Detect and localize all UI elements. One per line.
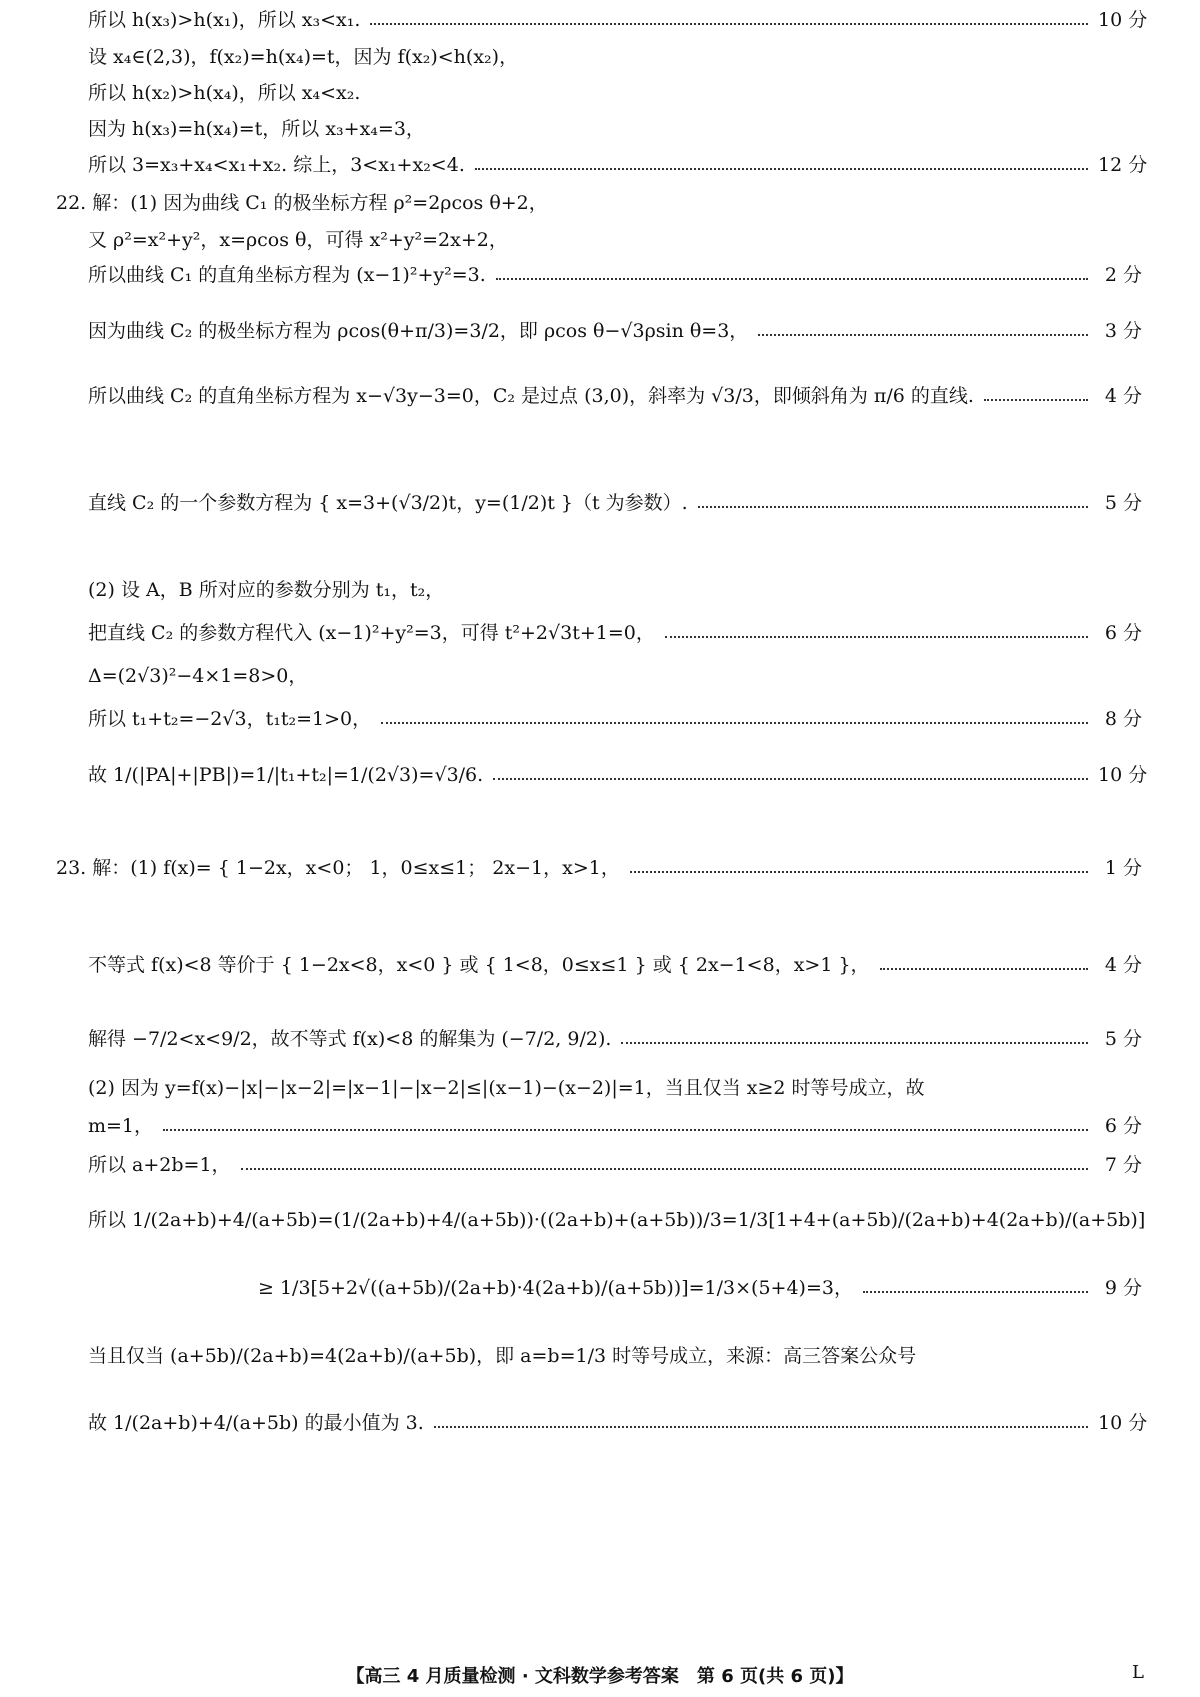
- dot-leader: [863, 1291, 1088, 1293]
- score-label: 8 分: [1104, 708, 1142, 730]
- solution-line: [88, 227, 1142, 253]
- score-label: 4 分: [1104, 385, 1142, 407]
- line-text: 故 1/(|PA|+|PB|)=1/|t₁+t₂|=1/(2√3)=√3/6.: [88, 764, 484, 786]
- dot-leader: [621, 1042, 1088, 1044]
- score-label: 9 分: [1104, 1277, 1142, 1299]
- score-label: 10 分: [1098, 764, 1148, 786]
- line-text: 所以 t₁+t₂=−2√3，t₁t₂=1>0，: [88, 708, 372, 730]
- dot-leader: [665, 636, 1088, 638]
- question-23-heading: [56, 855, 1142, 881]
- solution-line: [88, 80, 1142, 106]
- solution-line: [88, 577, 1142, 603]
- solution-line: [88, 262, 1142, 288]
- score-label: 7 分: [1104, 1154, 1142, 1176]
- solution-line: [88, 1026, 1142, 1052]
- line-text: 把直线 C₂ 的参数方程代入 (x−1)²+y²=3，可得 t²+2√3t+1=0，: [88, 622, 655, 644]
- dot-leader: [698, 506, 1088, 508]
- solution-line: [88, 762, 1148, 788]
- solution-line: [88, 1343, 1142, 1369]
- line-text: 所以 a+2b=1，: [88, 1154, 231, 1176]
- score-label: 6 分: [1104, 622, 1142, 644]
- line-text: (2) 因为 y=f(x)−|x|−|x−2|=|x−1|−|x−2|≤|(x−1)−(x−2)|=1，当且仅当 x≥2 时等号成立，故: [88, 1077, 925, 1099]
- dot-leader: [381, 722, 1088, 724]
- solution-line: [88, 706, 1142, 732]
- dot-leader: [163, 1129, 1088, 1131]
- line-text: 22. 解：(1) 因为曲线 C₁ 的极坐标方程 ρ²=2ρcos θ+2，: [56, 192, 548, 214]
- line-text: (2) 设 A，B 所对应的参数分别为 t₁，t₂，: [88, 579, 445, 601]
- dot-leader: [984, 399, 1088, 401]
- solution-line: [88, 952, 1142, 978]
- solution-line: [88, 318, 1142, 344]
- page-footer: 【高三 4 月质量检测 · 文科数学参考答案 第 6 页(共 6 页)】: [346, 1666, 854, 1687]
- line-text: 故 1/(2a+b)+4/(a+5b) 的最小值为 3.: [88, 1412, 424, 1434]
- score-label: 5 分: [1104, 1028, 1142, 1050]
- solution-line: [88, 1075, 1142, 1101]
- line-text: 不等式 f(x)<8 等价于 { 1−2x<8，x<0 } 或 { 1<8，0≤x≤1 } 或 { 2x−1<8，x>1 }，: [88, 954, 870, 976]
- dot-leader: [434, 1426, 1088, 1428]
- line-text: 因为曲线 C₂ 的极坐标方程为 ρcos(θ+π/3)=3/2，即 ρcos θ−√3ρsin θ=3，: [88, 320, 749, 342]
- solution-line: [88, 7, 1148, 33]
- line-text: 当且仅当 (a+5b)/(2a+b)=4(2a+b)/(a+5b)，即 a=b=1/3 时等号成立，来源：高三答案公众号: [88, 1345, 917, 1367]
- score-label: 10 分: [1098, 9, 1148, 31]
- solution-line: [88, 1152, 1142, 1178]
- score-label: 12 分: [1098, 154, 1148, 176]
- dot-leader: [496, 278, 1088, 280]
- question-22-heading: [56, 190, 1142, 216]
- line-text: 所以 3=x₃+x₄<x₁+x₂. 综上，3<x₁+x₂<4.: [88, 154, 465, 176]
- line-text: 又 ρ²=x²+y²，x=ρcos θ，可得 x²+y²=2x+2，: [88, 229, 508, 251]
- solution-line: [88, 44, 1142, 70]
- dot-leader: [241, 1168, 1088, 1170]
- solution-line: [258, 1275, 1142, 1301]
- score-label: 2 分: [1104, 264, 1142, 286]
- solution-line: [88, 1410, 1148, 1436]
- score-label: 1 分: [1104, 857, 1142, 879]
- dot-leader: [880, 968, 1088, 970]
- line-text: 因为 h(x₃)=h(x₄)=t，所以 x₃+x₄=3，: [88, 118, 425, 140]
- line-text: 所以曲线 C₁ 的直角坐标方程为 (x−1)²+y²=3.: [88, 264, 486, 286]
- corner-mark: L: [1132, 1662, 1144, 1683]
- score-label: 3 分: [1104, 320, 1142, 342]
- line-text: 所以 h(x₃)>h(x₁)，所以 x₃<x₁.: [88, 9, 361, 31]
- solution-line: [88, 1113, 1142, 1139]
- solution-line: [88, 116, 1142, 142]
- dot-leader: [630, 871, 1088, 873]
- line-text: ≥ 1/3[5+2√((a+5b)/(2a+b)·4(2a+b)/(a+5b))]=1/3×(5+4)=3，: [258, 1277, 853, 1299]
- solution-line: [88, 383, 1142, 409]
- dot-leader: [758, 334, 1088, 336]
- line-text: 所以 h(x₂)>h(x₄)，所以 x₄<x₂.: [88, 82, 361, 104]
- solution-line: [88, 152, 1148, 178]
- solution-line: [88, 490, 1142, 516]
- dot-leader: [370, 23, 1088, 25]
- solution-line: [88, 620, 1142, 646]
- line-text: 所以曲线 C₂ 的直角坐标方程为 x−√3y−3=0，C₂ 是过点 (3,0)，斜率为 √3/3，即倾斜角为 π/6 的直线.: [88, 385, 974, 407]
- dot-leader: [475, 168, 1088, 170]
- solution-line: [88, 663, 1142, 689]
- line-text: 直线 C₂ 的一个参数方程为 { x=3+(√3/2)t，y=(1/2)t }（t 为参数）.: [88, 492, 688, 514]
- line-text: 23. 解：(1) f(x)= { 1−2x，x<0； 1，0≤x≤1； 2x−1，x>1，: [56, 857, 620, 879]
- score-label: 4 分: [1104, 954, 1142, 976]
- solution-line: [88, 1207, 1146, 1233]
- score-label: 6 分: [1104, 1115, 1142, 1137]
- score-label: 10 分: [1098, 1412, 1148, 1434]
- dot-leader: [493, 778, 1088, 780]
- line-text: Δ=(2√3)²−4×1=8>0，: [88, 665, 308, 687]
- line-text: 设 x₄∈(2,3)，f(x₂)=h(x₄)=t，因为 f(x₂)<h(x₂)，: [88, 46, 519, 68]
- line-text: 解得 −7/2<x<9/2，故不等式 f(x)<8 的解集为 (−7/2, 9/2).: [88, 1028, 612, 1050]
- line-text: m=1，: [88, 1115, 154, 1137]
- score-label: 5 分: [1104, 492, 1142, 514]
- line-text: 所以 1/(2a+b)+4/(a+5b)=(1/(2a+b)+4/(a+5b))·((2a+b)+(a+5b))/3=1/3[1+4+(a+5b)/(2a+b)+4(2a+b)/(a+5b)]: [88, 1209, 1146, 1231]
